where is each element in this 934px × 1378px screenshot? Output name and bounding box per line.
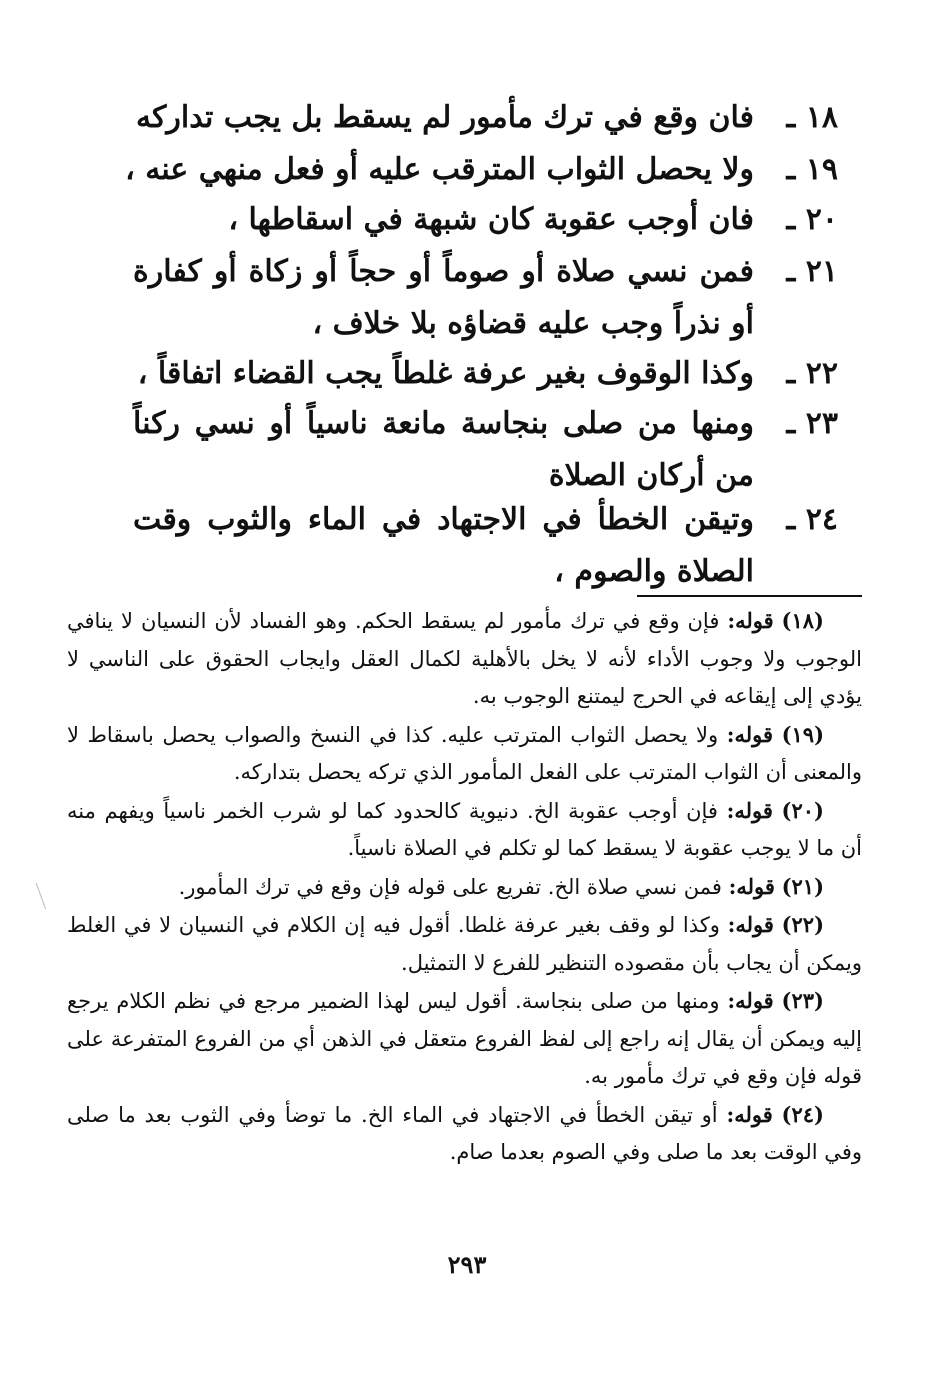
verse-number: ١٩ ـ	[786, 152, 838, 187]
note-number: (٢١)	[781, 873, 824, 899]
verse-text: فان وقع في ترك مأمور لم يسقط بل يجب تداركه	[136, 100, 754, 135]
verse-number: ٢٠ ـ	[786, 202, 838, 237]
verse-text: فمن نسي صلاة أو صوماً أو حجاً أو زكاة أو كفارة أو نذراً وجب عليه قضاؤه بلا خلاف ،	[133, 254, 754, 341]
verse-21	[133, 246, 838, 350]
note-24	[67, 1096, 862, 1172]
verse-number: ٢٣ ـ	[786, 406, 838, 441]
note-label: قوله:	[727, 988, 774, 1013]
note-23	[67, 982, 862, 1096]
scan-mark	[36, 879, 58, 910]
note-label: قوله:	[726, 797, 773, 823]
verse-text: وتيقن الخطأ في الاجتهاد في الماء والثوب وقت الصلاة والصوم ،	[133, 502, 754, 589]
note-text: وكذا لو وقف بغير عرفة غلطا. أقول فيه إن الكلام في النسيان لا في الغلط ويمكن أن يجاب بأن مقصوده التنظير للفرع لا التمثيل.	[67, 913, 862, 975]
verse-text: وكذا الوقوف بغير عرفة غلطاً يجب القضاء اتفاقاً ،	[137, 356, 754, 391]
note-21	[67, 868, 862, 907]
note-text: فمن نسي صلاة الخ. تفريع على قوله فإن وقع في ترك المأمور.	[178, 874, 722, 899]
note-label: قوله:	[727, 608, 774, 633]
note-number: (٢٣)	[781, 988, 824, 1013]
verse-22	[133, 348, 838, 400]
commentary	[67, 602, 862, 1172]
note-label: قوله:	[726, 721, 774, 747]
verse-text: ومنها من صلى بنجاسة مانعة ناسياً أو نسي ركناً من أركان الصلاة	[133, 406, 754, 493]
verse-number: ١٨ ـ	[786, 100, 838, 135]
note-text: فإن وقع في ترك مأمور لم يسقط الحكم. وهو الفساد لأن النسيان لا ينافي الوجوب ولا وجوب الأداء لأنه لا يخل بالأهلية لكمال العقل وايجاب الحقوق على الناسي لا يؤدي إلى إيقاعه في الحرج ليمتنع الوجوب به.	[67, 609, 862, 708]
note-number: (٢٠)	[781, 797, 824, 823]
note-text: أو تيقن الخطأ في الاجتهاد في الماء الخ. ما توضأ وفي الثوب بعد ما صلى وفي الوقت بعد ما صلى وفي الصوم بعدما صام.	[67, 1102, 862, 1164]
note-label: قوله:	[728, 873, 775, 899]
page-number: ٢٩٣	[447, 1250, 487, 1279]
note-label: قوله:	[727, 912, 774, 937]
note-22	[67, 906, 862, 982]
verse-24	[133, 494, 838, 598]
note-text: ومنها من صلى بنجاسة. أقول ليس لهذا الضمير مرجع في نظم الكلام يرجع إليه ويمكن أن يقال إنه راجع إلى لفظ الفروع متعقل في الذهن أي من الفروع المتفرعة على قوله فإن وقع في ترك مأمور به.	[67, 989, 862, 1088]
note-18	[67, 602, 862, 716]
verse-23	[133, 398, 838, 502]
verse-text: فان أوجب عقوبة كان شبهة في اسقاطها ،	[228, 202, 754, 237]
verse-number: ٢٤ ـ	[786, 502, 838, 537]
note-text: ولا يحصل الثواب المترتب عليه. كذا في النسخ والصواب يحصل باسقاط لا والمعنى أن الثواب المترتب على الفعل المأمور الذي تركه يحصل بتداركه.	[67, 722, 862, 784]
note-label: قوله:	[726, 1101, 773, 1127]
verse-text: ولا يحصل الثواب المترقب عليه أو فعل منهي عنه ،	[125, 152, 754, 187]
note-number: (٢٤)	[781, 1101, 824, 1127]
verse-18	[133, 92, 838, 144]
note-number: (١٨)	[781, 608, 824, 633]
footnote-divider	[637, 595, 862, 597]
note-number: (١٩)	[781, 721, 824, 747]
note-text: فإن أوجب عقوبة الخ. دنيوية كالحدود كما لو شرب الخمر ناسياً ويفهم منه أن ما لا يوجب عقوبة لا يسقط كما لو تكلم في الصلاة ناسياً.	[67, 798, 862, 860]
note-20	[67, 792, 862, 868]
verse-number: ٢١ ـ	[786, 254, 838, 289]
note-number: (٢٢)	[781, 912, 824, 937]
verse-number: ٢٢ ـ	[786, 356, 838, 391]
verse-19	[125, 144, 838, 196]
verse-20	[133, 194, 838, 246]
note-19	[67, 716, 862, 792]
